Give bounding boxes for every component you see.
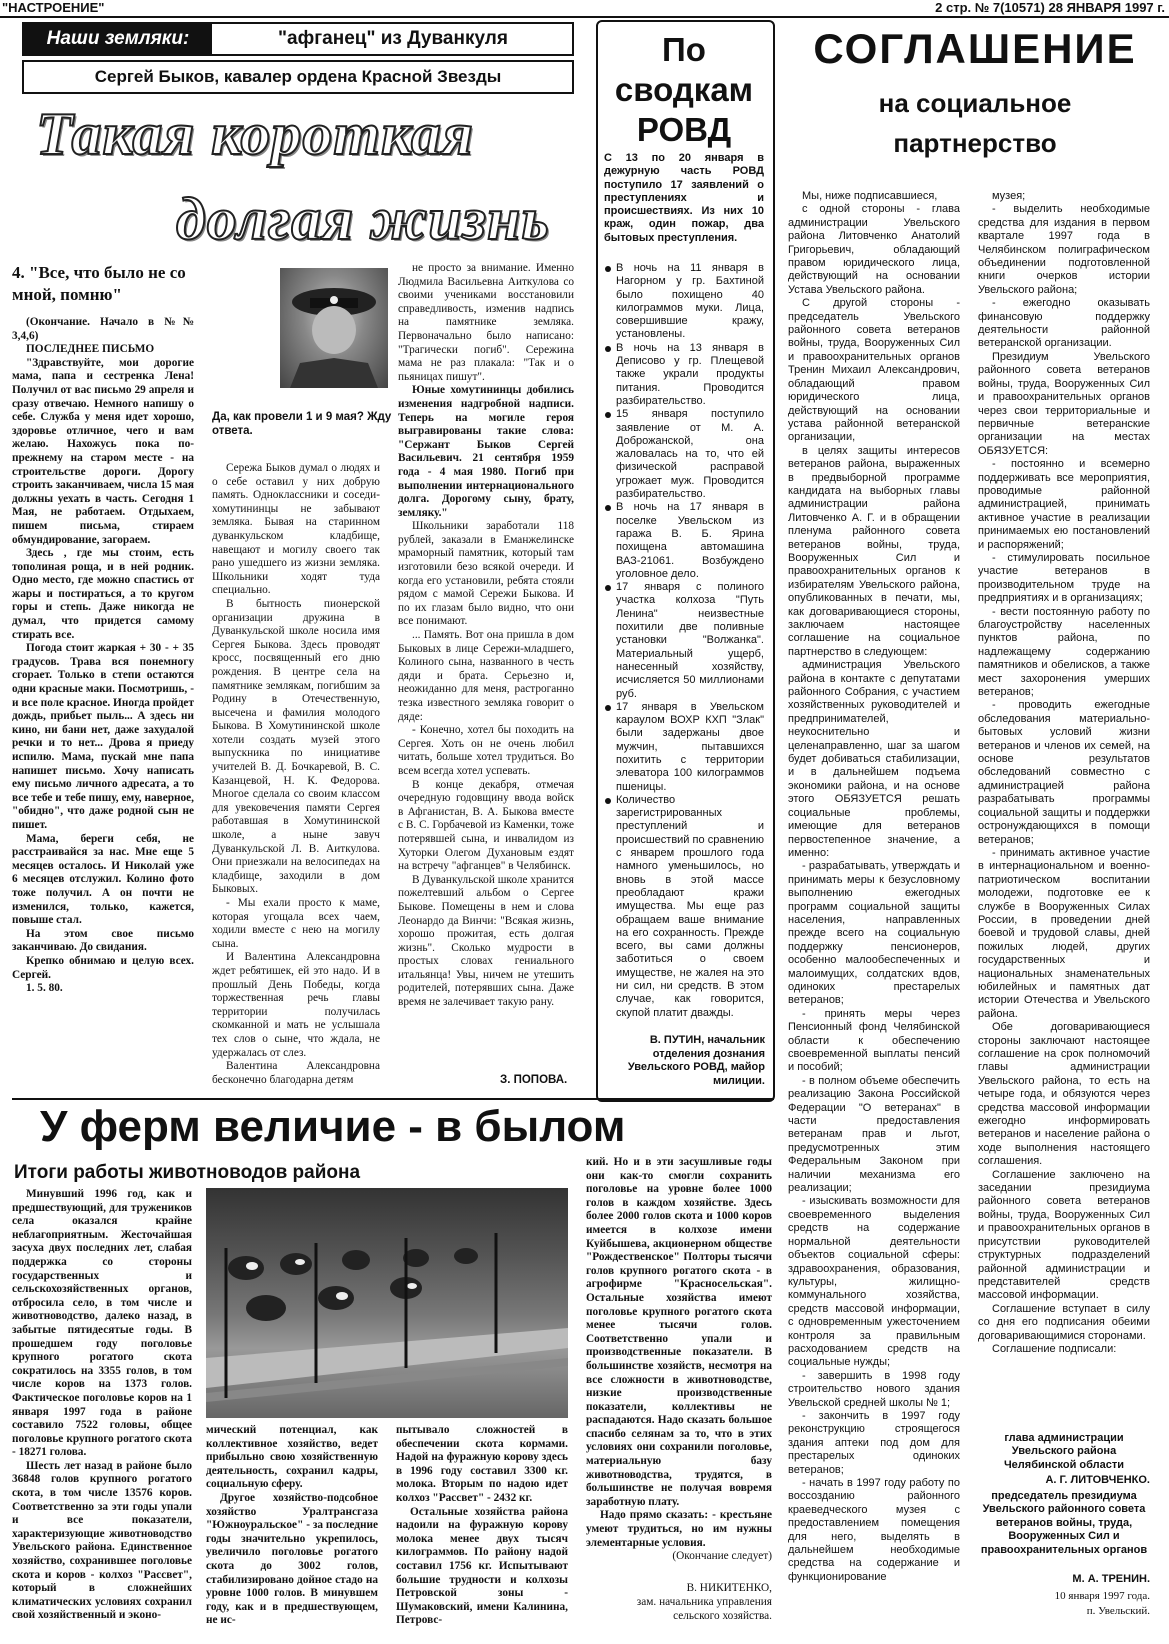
farm-column-1: [12, 1188, 192, 1638]
agreement-paragraph: Обе договаривающиеся стороны заключают настоящее соглашение на срок полномочий главы администрации Увельского района, то есть на четыре года, и обязуются через средства массовой информации ежегодно информировать ветеранов и население района о ходе выполнения настоящего соглашения.: [978, 1021, 1150, 1168]
barn-image-icon: [206, 1188, 568, 1418]
story1-column-1: [12, 316, 194, 1090]
agreement-date: 10 января 1997 года.: [1054, 1590, 1150, 1602]
rovd-intro: С 13 по 20 января в дежурную часть РОВД поступило 17 заявлений о преступлениях и происшествиях. Из них 10 краж, один пожар, два бытовых преступления.: [604, 152, 764, 244]
agreement-paragraph: администрация Увельского района в контакте с депутатами районного Собрания, с участием хозяйственных руководителей и предпринимателей, неукоснительно и целенаправленно, шаг за шагом будет добиваться стабилизации, и в дальнейшем подъема экономики района, и на основе этого ОБЯЗУЕТСЯ решать социальные проблемы, имеющие для ветеранов первостепенное значение, а именно:: [788, 659, 960, 859]
issue-info: 2 стр. № 7(10571) 28 ЯНВАРЯ 1997 г.: [935, 0, 1165, 15]
story1-paragraph: - Мы ехали просто к маме, которая угощала всех чаем, ходили вместе с нею на могилу сына.: [212, 897, 380, 950]
agreement-paragraph: Президиум Увельского районного совета ветеранов войны, труда, Вооруженных Сил и правоохранительных органов через свои территориальные и первичные ветеранские организации на местах ОБЯЗУЕТСЯ:: [978, 350, 1150, 457]
rovd-signature: В. ПУТИН, начальник отделения дознания Увельского РОВД, майор милиции.: [627, 1034, 765, 1087]
photo-caption: Да, как провели 1 и 9 мая? Жду ответа.: [212, 411, 392, 437]
farm-author-role: зам. начальника управления сельского хозяйства.: [636, 1596, 772, 1622]
farm-paragraph: мический потенциал, как коллективное хозяйство, ведет прибыльно свою хозяйственную деятельность, сохранил кадры, социальную сферу.: [206, 1424, 378, 1491]
story1-paragraph: Школьники заработали 118 рублей, заказали в Еманжелинске мраморный памятник, который там изготовили безо всякой очереди. И когда его установили, ребята стояли рядом с мамой Сережи Быкова. И по их глазам было видно, что они все понимают.: [398, 520, 574, 628]
story1-paragraph: (Окончание. Начало в №№ 3,4,6): [12, 316, 194, 342]
story1-column-3: [398, 262, 574, 1088]
agreement-subtitle-2: партнерство: [893, 128, 1057, 158]
agreement-subtitle-1: на социальное: [878, 88, 1072, 118]
story1-paragraph: Мама, береги себя, не расстраивайся за нас. Мне еще 5 месяцев осталось. И Николай уже 6 месяцев отслужил. Колино фото тоже получил. А он почти не изменился, только, кажется, повыше стал.: [12, 832, 194, 927]
header-rule: [0, 16, 1169, 18]
agreement-paragraph: - начать в 1997 году работу по воссозданию районного краеведческого музея с предоставлением помещения для него, выделять в дальнейшем необходимые средства на содержание и функционирование: [788, 1477, 960, 1583]
signer-1-role: глава администрации Увельского района Челябинской области: [1003, 1432, 1125, 1471]
story1-paragraph: Сережа Быков думал о людях и о себе оставил у них добрую память. Одноклассники и соседи-хомутининцы не забывают земляка. Бывая на старинном дуванкульском кладбище, навещают и могилу своего так рано ушедшего из жизни земляка. Школьники ходят туда специально.: [212, 462, 380, 597]
story1-paragraph: Здесь , где мы стоим, есть тополиная роща, и в ней родник. Одно место, где можно спастись от жары и постираться, а то кругом горы и степь. Даже никогда не думал, что придется самому стирать все.: [12, 547, 194, 641]
farm-paragraph: Надо прямо сказать: - крестьяне умеют трудиться, но им нужны элементарные условия.: [586, 1509, 772, 1549]
agreement-paragraph: - закончить в 1997 году реконструкцию строящегося здания аптеки под дом для престарелых одиноких ветеранов;: [788, 1409, 960, 1476]
story1-paragraph: В бытность пионерской организации дружина в Дуванкульской школе носила имя Сергея Быкова. Здесь проводят кросс, посвященный его дню рождения. В центре села на памятнике землякам, погибшим за Родину в Отечественную, высечена и фамилия молодого Быкова. В Хомутининской школе хотели создать музей этого выпускника по инициативе учителей В. Д. Бочкаревой, В. С. Казанцевой, Н. К. Федорова. Многое сделала со своим классом для увековечения памяти Сергея работавшая в Хомутининской школе, а ныне завуч Дуванкульской Л. В. Аиткулова. Они приезжали на велосипедах на кладбище, заходили в дом Быковых.: [212, 597, 380, 896]
agreement-paragraph: музея;: [992, 190, 1026, 202]
rubric-box: [22, 22, 574, 56]
agreement-column-1: [788, 190, 960, 1636]
agreement-paragraph: Мы, ниже подписавшиеся,: [802, 190, 938, 202]
soldier-photo: [280, 268, 388, 388]
agreement-paragraph: - стимулировать посильное участие ветеранов в производительном труде на предприятиях и в организациях;: [978, 551, 1150, 605]
agreement-paragraph: С другой стороны - председатель Увельского районного совета ветеранов войны, труда, Вооруженных Сил и правоохранительных органов Тренин Михаил Александрович, обладающий правом юридического лица, действующий на основании устава районной ветеранской организации,: [788, 297, 960, 444]
farm-headline: У ферм величие - в былом: [40, 1102, 626, 1151]
signer-2-name: М. А. ТРЕНИН.: [1072, 1573, 1150, 1585]
rovd-item: 17 января с полиного участка колхоза "Путь Ленина" неизвестные похитили две поливные установки "Волжанка". Материальный ущерб, нанесенный хозяйству, исчисляется 50 миллионами руб.: [604, 581, 764, 701]
story1-paragraph: Юные хомутининцы добились изменения надгробной надписи. Теперь на могиле героя выгравированы такие слова: "Сержант Быков Сергей Васильевич. 21 сентября 1959 года - 4 мая 1980. Погиб при выполнении интернационального долга. Дорогому сыну, брату, земляку.": [398, 384, 574, 519]
farm-paragraph: пытывало сложностей в обеспечении скота кормами. Надой на фуражную корову здесь в 1996 году составил 3300 кг. молока. Вторым по надою идет колхоз "Рассвет" - 2432 кг.: [396, 1424, 568, 1504]
agreement-paragraph: Соглашение вступает в силу со дня его подписания обеими договаривающимися сторонами.: [978, 1302, 1150, 1342]
story1-author: З. ПОПОВА.: [500, 1074, 568, 1086]
story-title-line1: Такая короткая: [36, 101, 474, 167]
farm-column-4: [586, 1156, 772, 1580]
story1-paragraph: не просто за внимание. Именно Людмила Васильевна Аиткулова со своими учениками восстановили справедливость, изменив надпись на памятнике земляка. Первоначально было написано: "Трагически погиб". Сережина мама не раз плакала: "Так и о пьяницах пишут".: [398, 262, 574, 383]
story1-paragraph: Крепко обнимаю и целую всех. Сергей.: [12, 954, 194, 981]
story1-paragraph: Валентина Александровна бесконечно благодарна детям: [212, 1060, 380, 1086]
signer-1-name: А. Г. ЛИТОВЧЕНКО.: [1045, 1474, 1150, 1486]
newspaper-name: "НАСТРОЕНИЕ": [2, 0, 105, 15]
farm-author: В. НИКИТЕНКО,: [686, 1582, 772, 1594]
agreement-paragraph: - проводить ежегодные обследования материально-бытовых условий жизни ветеранов и членов их семей, на основе результатов обследований совместно с администрацией района разрабатывать программы социальной защиты и поддержки остронуждающихся в помощи ветеранов;: [978, 699, 1150, 846]
story1-paragraph: ПОСЛЕДНЕЕ ПИСЬМО: [26, 343, 155, 356]
agreement-paragraph: Соглашение заключено на заседании президиума районного совета ветеранов войны, труда, Вооруженных Сил и правоохранительных органов в присутствии руководителей структурных подразделений районной администрации и представителей средств массовой информации.: [978, 1168, 1150, 1302]
story1-column-2: [212, 462, 380, 1090]
chapter-heading: 4. "Все, что было не со мной, помню": [12, 263, 186, 304]
agreement-title: СОГЛАШЕНИЕ: [813, 25, 1137, 72]
soldier-portrait-icon: [280, 268, 388, 388]
story1-paragraph: На этом свое письмо заканчиваю. До свидания.: [12, 927, 194, 954]
farm-paragraph: Минувший 1996 год, как и предшествующий, для тружеников села оказался крайне неблагоприятным. Жесточайшая засуха двух последних лет, слабая поддержка со стороны государственных и сельскохозяйственных органов, отбросила село, в том числе и животноводство, далеко назад, в забытые пятидесятые годы. В прошедшем году поголовье крупного рогатого скота сократилось на 3355 голов, в том числе коров на 1373 голов. Фактическое поголовье коров на 1 января 1997 года в районе составило 7522 головы, общее поголовье крупного рогатого скота - 18271 голова.: [12, 1188, 192, 1459]
agreement-paragraph: - принимать активное участие в интернациональном и военно-патриотическом воспитании молодежи, подготовке ее к службе в Вооруженных Силах России, в проведении дней боевой и трудовой славы, дней пожилых людей, других государственных и национальных знаменательных юбилейных и памятных дат истории Отечества и Увельского района.: [978, 846, 1150, 1020]
farm-column-3: [396, 1424, 568, 1638]
agreement-paragraph: - изыскивать возможности для своевременного выделения средств на содержание нормальной деятельности объектов социальной сферы: здравоохранения, образования, культуры, жилищно-коммунального хозяйства, средств массовой информации, с одновременным ужесточением контроля за правильным расходованием средств на социальные нужды;: [788, 1195, 960, 1369]
story1-paragraph: ... Память. Вот она пришла в дом Быковых в лице Сережи-младшего, Колиного сына, названного в честь дяди и брата. Серьезно и, неожиданно для меня, растроганно тезка известного земляка говорит о дяде:: [398, 629, 574, 723]
rovd-item: 15 января поступило заявление от М. А. Доброжанской, она жаловалась на то, что ей физической расправой угрожает муж. Проводится разбирательство.: [604, 408, 764, 501]
story-title-line2: долгая жизнь: [176, 186, 550, 252]
rovd-item: В ночь на 11 января в Нагорном у гр. Бахтиной было похищено 40 килограммов муки. Лица, совершившие кражу, установлены.: [604, 262, 764, 342]
rubric-label: Наши земляки:: [24, 24, 212, 54]
story1-paragraph: В конце декабря, отмечая очередную годовщину ввода войск в Афганистан, В. А. Быкова вместе с В. С. Горбачевой из Каменки, тоже потерявшей сына, и инвалидом из Хуторки Олегом Духановым ездят на встречу "афганцев" в Челябинск.: [398, 778, 574, 873]
agreement-place: п. Увельский.: [1086, 1605, 1150, 1617]
kicker-title: "афганец" из Дуванкуля: [278, 28, 508, 49]
cattle-barn-photo: [206, 1188, 568, 1418]
rovd-item: В ночь на 13 января в Деписово у гр. Плещевой также украли продукты питания. Проводится разбирательство.: [604, 342, 764, 408]
farm-paragraph: Другое хозяйство-подсобное хозяйство Уралтрансгаза "Южноуральское" - за последние годы значительно укрепилось, увеличило поголовье рогатого скота до 3002 голов, стабилизировано дойное стадо на уровне 1000 голов. В минувшем году, как и в предшествующем, не ис-: [206, 1491, 378, 1627]
agreement-paragraph: с одной стороны - глава администрации Увельского района Литовченко Анатолий Григорьевич, обладающий правом юридического лица, действующий на основании Устава Увельского района.: [788, 203, 960, 296]
rovd-item: 17 января в Увельском караулом ВОХР КХП "Злак" были задержаны двое мужчин, пытавшихся похитить с территории элеватора 100 килограммов пшеницы.: [604, 701, 764, 794]
story1-paragraph: - Конечно, хотел бы походить на Сергея. Хоть он не очень любил читать, больше хотел трудиться. Во всем всегда хотел успевать.: [398, 724, 574, 777]
farm-paragraph: Остальные хозяйства района надоили на фуражную корову молока менее двух тысяч килограммов. По району надой составил 1756 кг. Испытывают большие трудности и колхозы Петровской зоны - Шумаковский, имени Калинина, Петровс-: [396, 1505, 568, 1627]
farm-paragraph: (Окончание следует): [672, 1550, 772, 1563]
agreement-paragraph: - вести постоянную работу по благоустройству населенных пунктов района, по надлежащему содержанию памятников и обелисков, а также мест захоронения умерших ветеранов;: [978, 605, 1150, 699]
signer-2-role: председатель президиума Увельского районного совета ветеранов войны, труда, Вооруженных Сил и правоохранительных органов: [980, 1490, 1148, 1556]
story1-paragraph: Погода стоит жаркая + 30 - + 35 градусов. Трава вся понемногу сгорает. Только в степи остаются одни красные маки. Посмотришь, - и все поле красное. Иногда пройдет дождь, прибьет пыль... А здесь ни кино, ни бани нет, даже захудалой речки и то нет... Дрова я приеду испилю. Мама, пускай мне папа напишет письмо. Хочу написать ему письмо личного адресата, а то все тебе и тебе пишу, ему, наверное, "обидно", что даже родной сын не пишет.: [12, 642, 194, 831]
story-subtitle: Сергей Быков, кавалер ордена Красной Звезды: [22, 60, 574, 94]
story1-paragraph: И Валентина Александровна ждет ребятишек, ей это надо. И в прошлый День Победы, когда торжественная речь главы территории получилась скомканной и мать не услышала тех слов о сыне, что ждала, не удержалась от слез.: [212, 951, 380, 1059]
agreement-paragraph: - постоянно и всемерно поддерживать все мероприятия, проводимые районной администрацией, принимать активное участие в реализации принимаемых ею постановлений и распоряжений;: [978, 458, 1150, 551]
agreement-paragraph: - ежегодно оказывать финансовую поддержку деятельности районной ветеранской организации.: [978, 297, 1150, 350]
farm-paragraph: Шесть лет назад в районе было 36848 голов крупного рогатого скота, в том числе 13576 коров. Соответственно за эти годы упали и все показатели, характеризующие животноводство Увельского района. Единственное хозяйство, сохранившее поголовье скота и коров - колхоз "Рассвет", который в сложнейших климатических условиях сохранил свой хозяйственный и эконо-: [12, 1459, 192, 1622]
agreement-paragraph: - выделить необходимые средства для издания в первом квартале 1997 года в Челябинском полиграфическом объединении подготовленной книги очерков истории Увельского района;: [978, 203, 1150, 296]
farm-column-2: [206, 1424, 378, 1638]
story1-paragraph: "Здравствуйте, мои дорогие мама, папа и сестренка Лена! Получил от вас письмо 29 апреля и сразу отвечаю. Немного напишу о себе. Служба у меня идет хорошо, здоровье отличное, чего и вам желаю. Нахожусь пока по-прежнему на старом месте - на строительстве дороги. Дорогу строить заканчиваем, числа 15 мая должны уехать в часть. Сегодня 1 Мая, не работаем. Отдыхаем, пишем письма, стираем обмундирование, загораем.: [12, 356, 194, 546]
rovd-item: В ночь на 17 января в поселке Увельском из гаража В. Б. Ярина похищена автомашина ВАЗ-21061. Возбуждено уголовное дело.: [604, 501, 764, 581]
agreement-column-2: [978, 190, 1150, 1430]
agreement-paragraph: Соглашение подписали:: [992, 1342, 1117, 1355]
agreement-paragraph: в целях защиты интересов ветеранов района, выраженных в предвыборной программе кандидата на выборных главы администрации района Литовченко А. Г. и в обращении пленума районного совета ветеранов войны, труда, Вооруженных Сил и правоохранительных органов к избирателям Увельского района, опубликованных в печати, мы, как договаривающиеся стороны, заключаем настоящее соглашение на социальное партнерство в следующем:: [788, 444, 960, 658]
story1-paragraph: 1. 5. 80.: [26, 982, 63, 995]
rovd-title: По сводкам РОВД: [614, 31, 754, 148]
agreement-paragraph: - в полном объеме обеспечить реализацию Закона Российской Федерации "О ветеранах" в части предоставления ветеранам прав и льгот, предусмотренных этим Федеральным Законом при наличии механизма его реализации;: [788, 1074, 960, 1195]
farm-paragraph: кий. Но и в эти засушливые годы они как-то смогли сохранить поголовье на уровне более 1000 голов в каждом хозяйстве. Здесь более 2000 голов скота и 1000 коров имеется в колхозе имени Куйбышева, акционерном обществе "Рождественское" Полторы тысячи голов крупного рогатого скота - в агрофирме "Красносельская". Остальные хозяйства имеют поголовье крупного рогатого скота менее тысячи голов. Соответственно упали и производственные показатели. В большинстве хозяйств, несмотря на все сложности в животноводстве, низкие производственные показатели, коллективы не распадаются. Надо сказать большое спасибо селянам за то, что в этих условиях они сохранили поголовье, материальную базу животноводства, трудятся, в большинстве не получая вовремя заработную плату.: [586, 1156, 772, 1508]
farm-subtitle: Итоги работы животноводов района: [14, 1162, 361, 1183]
agreement-paragraph: - разрабатывать, утверждать и принимать меры к безусловному выполнению ежегодных программ социальной защиты населения, направленных прежде всего на социальную поддержку пенсионеров, особенно малообеспеченных и малоимущих, солдатских вдов, одиноких престарелых ветеранов;: [788, 860, 960, 1007]
rovd-list: [604, 262, 764, 1032]
agreement-paragraph: - завершить в 1998 году строительство нового здания Увельской средней школы № 1;: [788, 1369, 960, 1409]
rovd-item: Количество зарегистрированных преступлений и происшествий по сравнению с январем прошлого года намного уменьшилось, но вновь в этой массе преобладают кражи имущества. Мы еще раз обращаем ваше внимание на его сохранность. Прежде всего, вы сами должны заботиться о своем имуществе, не жалея на это ни сил, ни средств. В этом случае, как говорится, скупой платит дважды.: [604, 794, 764, 1020]
agreement-paragraph: - принять меры через Пенсионный фонд Челябинской области к обеспечению своевременной выплаты пенсий и пособий;: [788, 1007, 960, 1074]
story1-paragraph: В Дуванкульской школе хранится пожелтевший альбом о Сергее Быкове. Помещены в нем и слова Леонардо да Винчи: "Всякая жизнь, хорошо прожитая, есть долгая жизнь". Сколько мудрости в простых словах гениального итальянца! Увы, ничем не утешить родителей, потерявших сына. Даже время не залечивает такую рану.: [398, 873, 574, 1009]
